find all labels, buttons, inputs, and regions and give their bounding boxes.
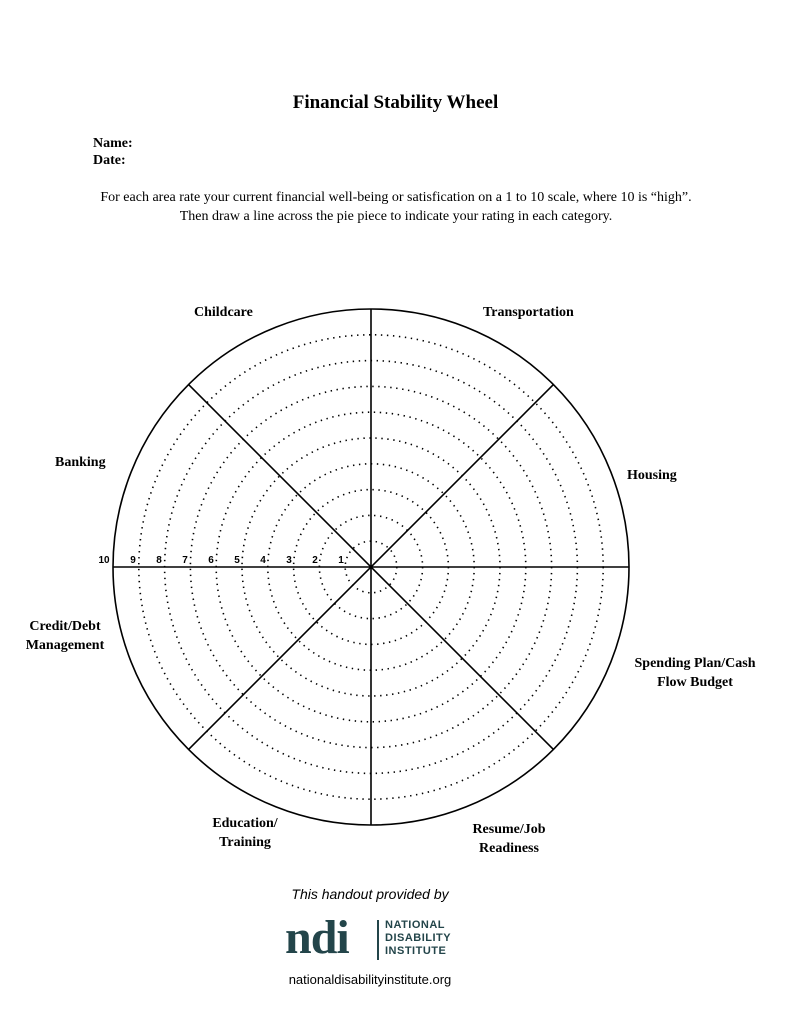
category-spending-plan bbox=[625, 654, 765, 692]
category-spending-plan-line1: Spending Plan/Cash bbox=[634, 656, 756, 671]
ndi-logo-text bbox=[385, 919, 451, 958]
instructions: For each area rate your current financial well-being or satisfication on a 1 to 10 scale, where 10 is “high”. Then draw a line across the pie piece to indicate your rating in each category. bbox=[100, 190, 692, 224]
category-childcare: Childcare bbox=[194, 305, 253, 320]
category-education-line1: Education/ bbox=[212, 816, 278, 831]
category-spending-plan-line2: Flow Budget bbox=[657, 675, 733, 690]
logo-line-disability: DISABILITY bbox=[385, 932, 452, 944]
ndi-logo bbox=[285, 911, 485, 964]
scale-label-8: 8 bbox=[156, 555, 162, 566]
scale-label-5: 5 bbox=[234, 555, 240, 566]
scale-label-6: 6 bbox=[208, 555, 214, 566]
logo-divider bbox=[377, 920, 379, 960]
logo-line-national: NATIONAL bbox=[385, 919, 446, 931]
category-education bbox=[197, 814, 293, 852]
category-resume-line1: Resume/Job bbox=[472, 822, 546, 837]
category-credit-debt-line2: Management bbox=[25, 638, 105, 653]
logo-line-institute: INSTITUTE bbox=[385, 945, 447, 957]
scale-label-7: 7 bbox=[182, 555, 188, 566]
scale-label-3: 3 bbox=[286, 555, 292, 566]
category-housing: Housing bbox=[627, 468, 677, 483]
rating-scale bbox=[98, 555, 344, 566]
category-banking: Banking bbox=[55, 455, 106, 470]
name-label: Name: bbox=[93, 136, 133, 151]
provided-by-text: This handout provided by bbox=[291, 886, 449, 902]
category-resume bbox=[462, 820, 556, 858]
category-resume-line2: Readiness bbox=[479, 841, 539, 856]
scale-label-9: 9 bbox=[130, 555, 136, 566]
category-transportation: Transportation bbox=[483, 305, 574, 320]
scale-label-2: 2 bbox=[312, 555, 318, 566]
scale-label-4: 4 bbox=[260, 555, 266, 566]
date-label: Date: bbox=[93, 153, 126, 168]
category-credit-debt-line1: Credit/Debt bbox=[29, 619, 101, 634]
page-title: Financial Stability Wheel bbox=[292, 92, 499, 113]
scale-label-10: 10 bbox=[98, 555, 110, 566]
category-credit-debt bbox=[20, 617, 110, 655]
category-education-line2: Training bbox=[219, 835, 271, 850]
scale-label-1: 1 bbox=[338, 555, 344, 566]
ndi-logo-mark: ndi bbox=[285, 911, 349, 964]
website-url: nationaldisabilityinstitute.org bbox=[288, 972, 452, 987]
